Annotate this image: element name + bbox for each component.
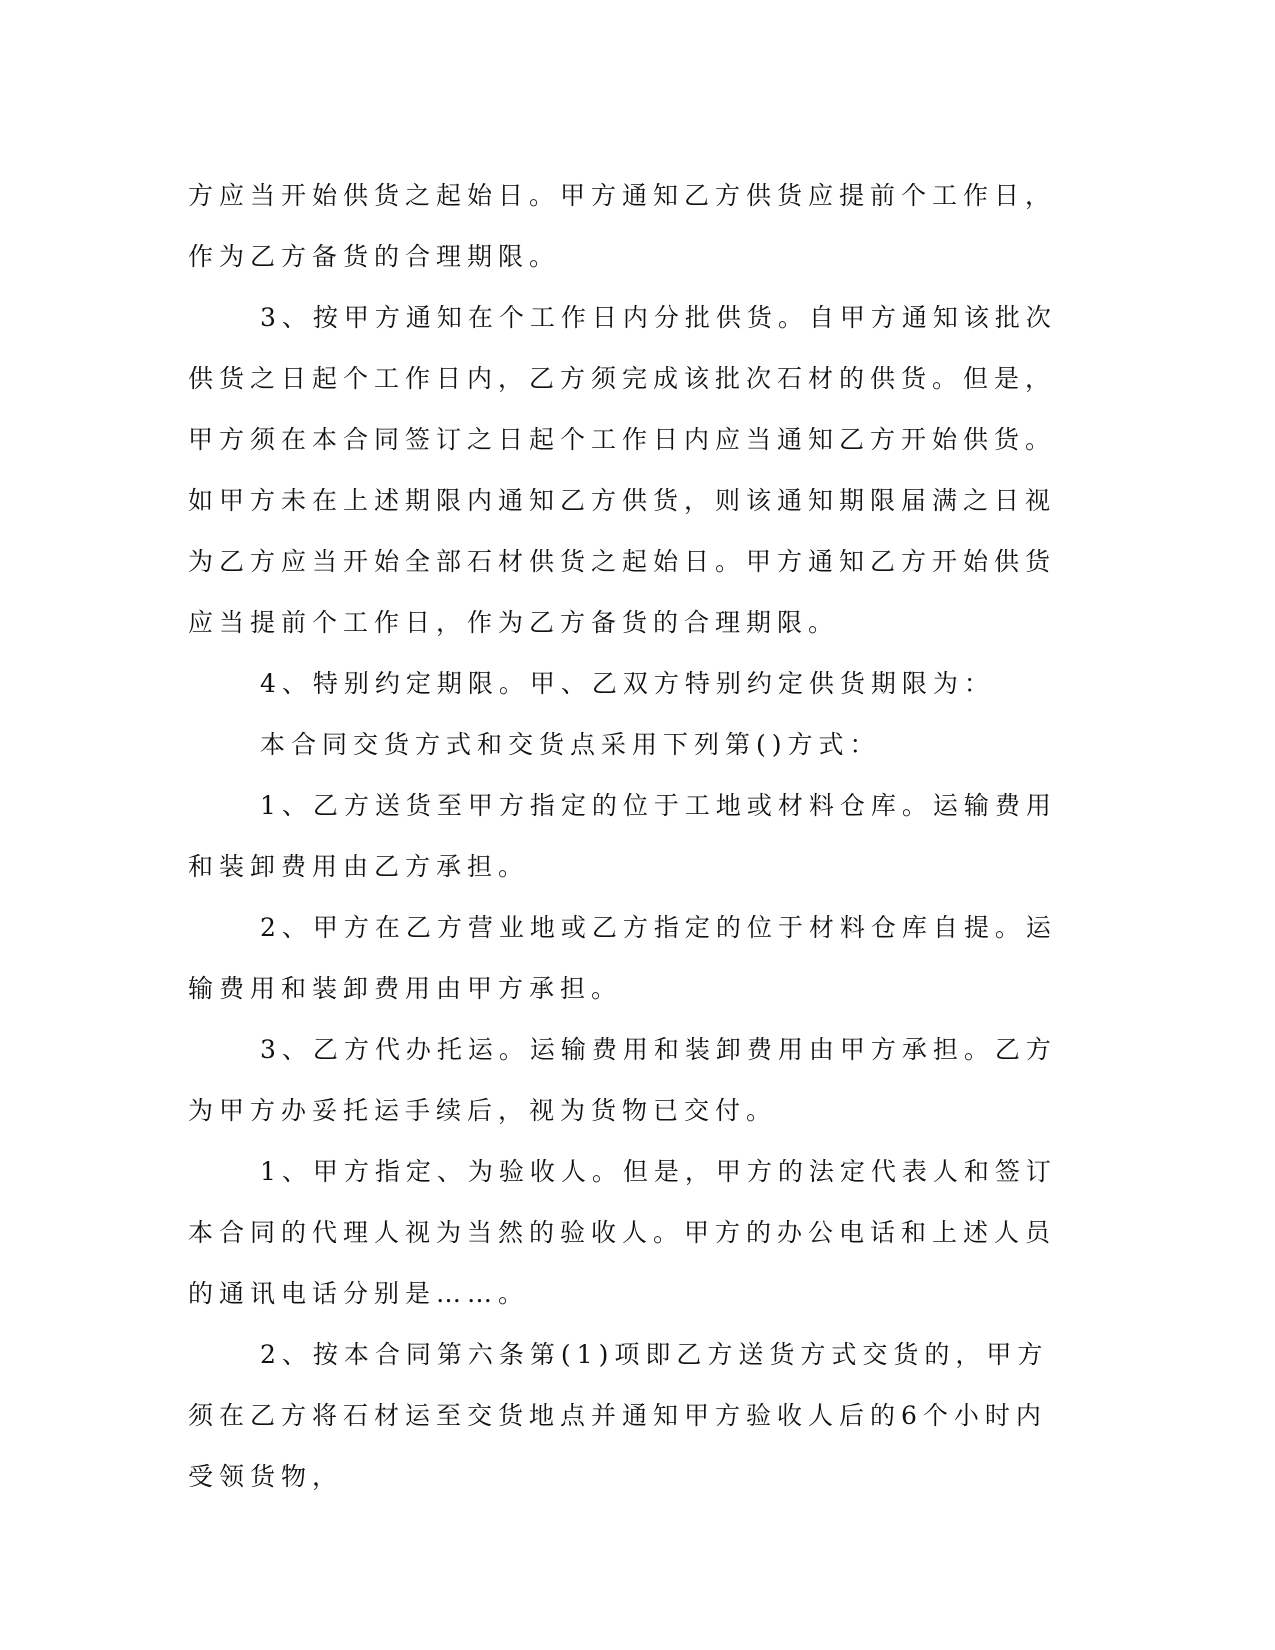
paragraph: 2、甲方在乙方营业地或乙方指定的位于材料仓库自提。运输费用和装卸费用由甲方承担。 (188, 913, 1057, 1003)
paragraph: 1、乙方送货至甲方指定的位于工地或材料仓库。运输费用和装卸费用由乙方承担。 (188, 791, 1057, 881)
paragraph: 1、甲方指定、为验收人。但是，甲方的法定代表人和签订本合同的代理人视为当然的验收人。甲方的办公电话和上述人员的通讯电话分别是……。 (188, 1157, 1057, 1308)
paragraph: 本合同交货方式和交货点采用下列第()方式： (260, 730, 881, 759)
document-body (188, 165, 1068, 1507)
paragraph: 3、按甲方通知在个工作日内分批供货。自甲方通知该批次供货之日起个工作日内，乙方须完成该批次石材的供货。但是，甲方须在本合同签订之日起个工作日内应当通知乙方开始供货。如甲方未在上述期限内通知乙方供货，则该通知期限届满之日视为乙方应当开始全部石材供货之起始日。甲方通知乙方开始供货应当提前个工作日，作为乙方备货的合理期限。 (188, 303, 1057, 637)
paragraph: 方应当开始供货之起始日。甲方通知乙方供货应提前个工作日，作为乙方备货的合理期限。 (188, 181, 1057, 271)
paragraph: 4、特别约定期限。甲、乙双方特别约定供货期限为： (260, 669, 995, 698)
paragraph: 3、乙方代办托运。运输费用和装卸费用由甲方承担。乙方为甲方办妥托运手续后，视为货物已交付。 (188, 1035, 1057, 1125)
paragraph: 2、按本合同第六条第(1)项即乙方送货方式交货的，甲方须在乙方将石材运至交货地点并通知甲方验收人后的6个小时内受领货物， (188, 1340, 1049, 1491)
